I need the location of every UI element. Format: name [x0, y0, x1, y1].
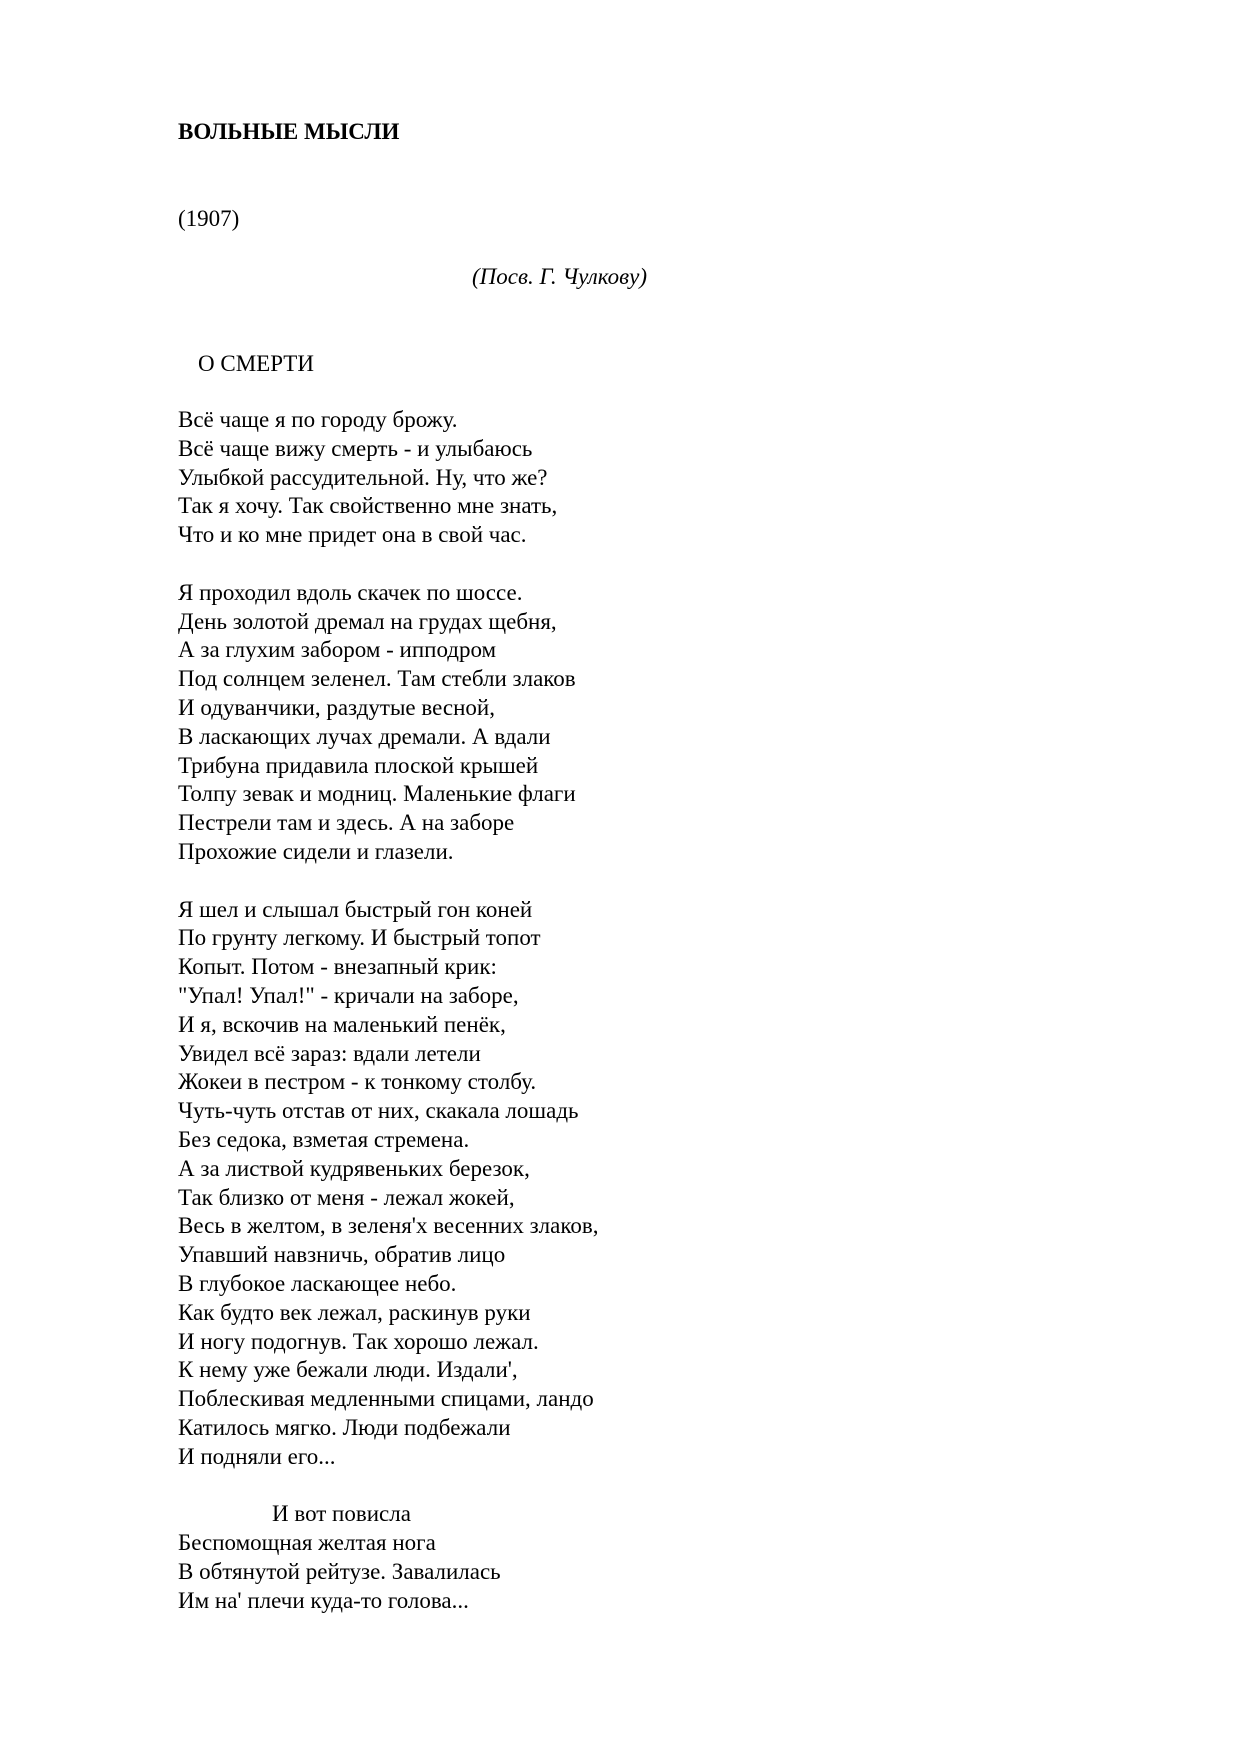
poem-cycle-title: ВОЛЬНЫЕ МЫСЛИ — [178, 119, 400, 144]
stanza — [178, 579, 1178, 867]
poem-line: И подняли его... — [178, 1443, 336, 1469]
poem-line: Под солнцем зеленел. Там стебли злаков — [178, 666, 576, 692]
dedication: (Посв. Г. Чулкову) — [472, 264, 648, 289]
poem-line: Им на' плечи куда-то голова... — [178, 1587, 469, 1613]
poem-line: Пестрели там и здесь. А на заборе — [178, 810, 515, 836]
poem-line: Как будто век лежал, раскинув руки — [178, 1299, 531, 1325]
poem-line: В ласкающих лучах дремали. А вдали — [178, 723, 551, 749]
poem-line: Беспомощная желтая нога — [178, 1530, 436, 1556]
poem-line: По грунту легкому. И быстрый топот — [178, 925, 541, 951]
poem-line: Без седока, взметая стремена. — [178, 1126, 470, 1152]
poem-line: В глубокое ласкающее небо. — [178, 1270, 457, 1296]
poem-line: Что и ко мне придет она в свой час. — [178, 522, 527, 548]
poem-line: Весь в желтом, в зеленя'х весенних злаков, — [178, 1213, 599, 1239]
year: (1907) — [178, 206, 240, 231]
poem-line: В обтянутой рейтузе. Завалилась — [178, 1558, 501, 1584]
poem-line: К нему уже бежали люди. Издали', — [178, 1357, 518, 1383]
poem-line: Я шел и слышал быстрый гон коней — [178, 896, 533, 922]
poem-line: Улыбкой рассудительной. Ну, что же? — [178, 464, 548, 490]
poem-line: А за листвой кудрявеньких березок, — [178, 1155, 530, 1181]
poem-line: Всё чаще вижу смерть - и улыбаюсь — [178, 435, 533, 461]
poem-line: Я проходил вдоль скачек по шоссе. — [178, 579, 523, 605]
poem-line: И ногу подогнув. Так хорошо лежал. — [178, 1328, 539, 1354]
poem-line: Увидел всё зараз: вдали летели — [178, 1040, 481, 1066]
stanza — [178, 1500, 1178, 1615]
poem-line: И вот повисла — [272, 1501, 411, 1527]
poem-line: Жокеи в пестром - к тонкому столбу. — [178, 1069, 537, 1095]
poem-line: Поблескивая медленными спицами, ландо — [178, 1386, 594, 1412]
poem-line: Так я хочу. Так свойственно мне знать, — [178, 493, 558, 519]
poem-line: "Упал! Упал!" - кричали на заборе, — [178, 982, 519, 1008]
poem-line: И я, вскочив на маленький пенёк, — [178, 1011, 506, 1037]
poem-line: Трибуна придавила плоской крышей — [178, 752, 539, 778]
poem-line: Так близко от меня - лежал жокей, — [178, 1184, 515, 1210]
poem-title: О СМЕРТИ — [198, 351, 314, 376]
poem-line: Прохожие сидели и глазели. — [178, 838, 454, 864]
poem-line: Катилось мягко. Люди подбежали — [178, 1414, 511, 1440]
stanza — [178, 896, 1178, 1472]
poem-body — [178, 406, 1178, 1644]
stanza — [178, 406, 1178, 550]
poem-line: Копыт. Потом - внезапный крик: — [178, 954, 497, 980]
poem-line: Чуть-чуть отстав от них, скакала лошадь — [178, 1098, 579, 1124]
poem-line: И одуванчики, раздутые весной, — [178, 694, 495, 720]
poem-line: Толпу зевак и модниц. Маленькие флаги — [178, 781, 576, 807]
poem-line: День золотой дремал на грудах щебня, — [178, 608, 557, 634]
poem-line: А за глухим забором - ипподром — [178, 637, 497, 663]
poem-line: Всё чаще я по городу брожу. — [178, 407, 458, 432]
poem-line: Упавший навзничь, обратив лицо — [178, 1242, 506, 1268]
